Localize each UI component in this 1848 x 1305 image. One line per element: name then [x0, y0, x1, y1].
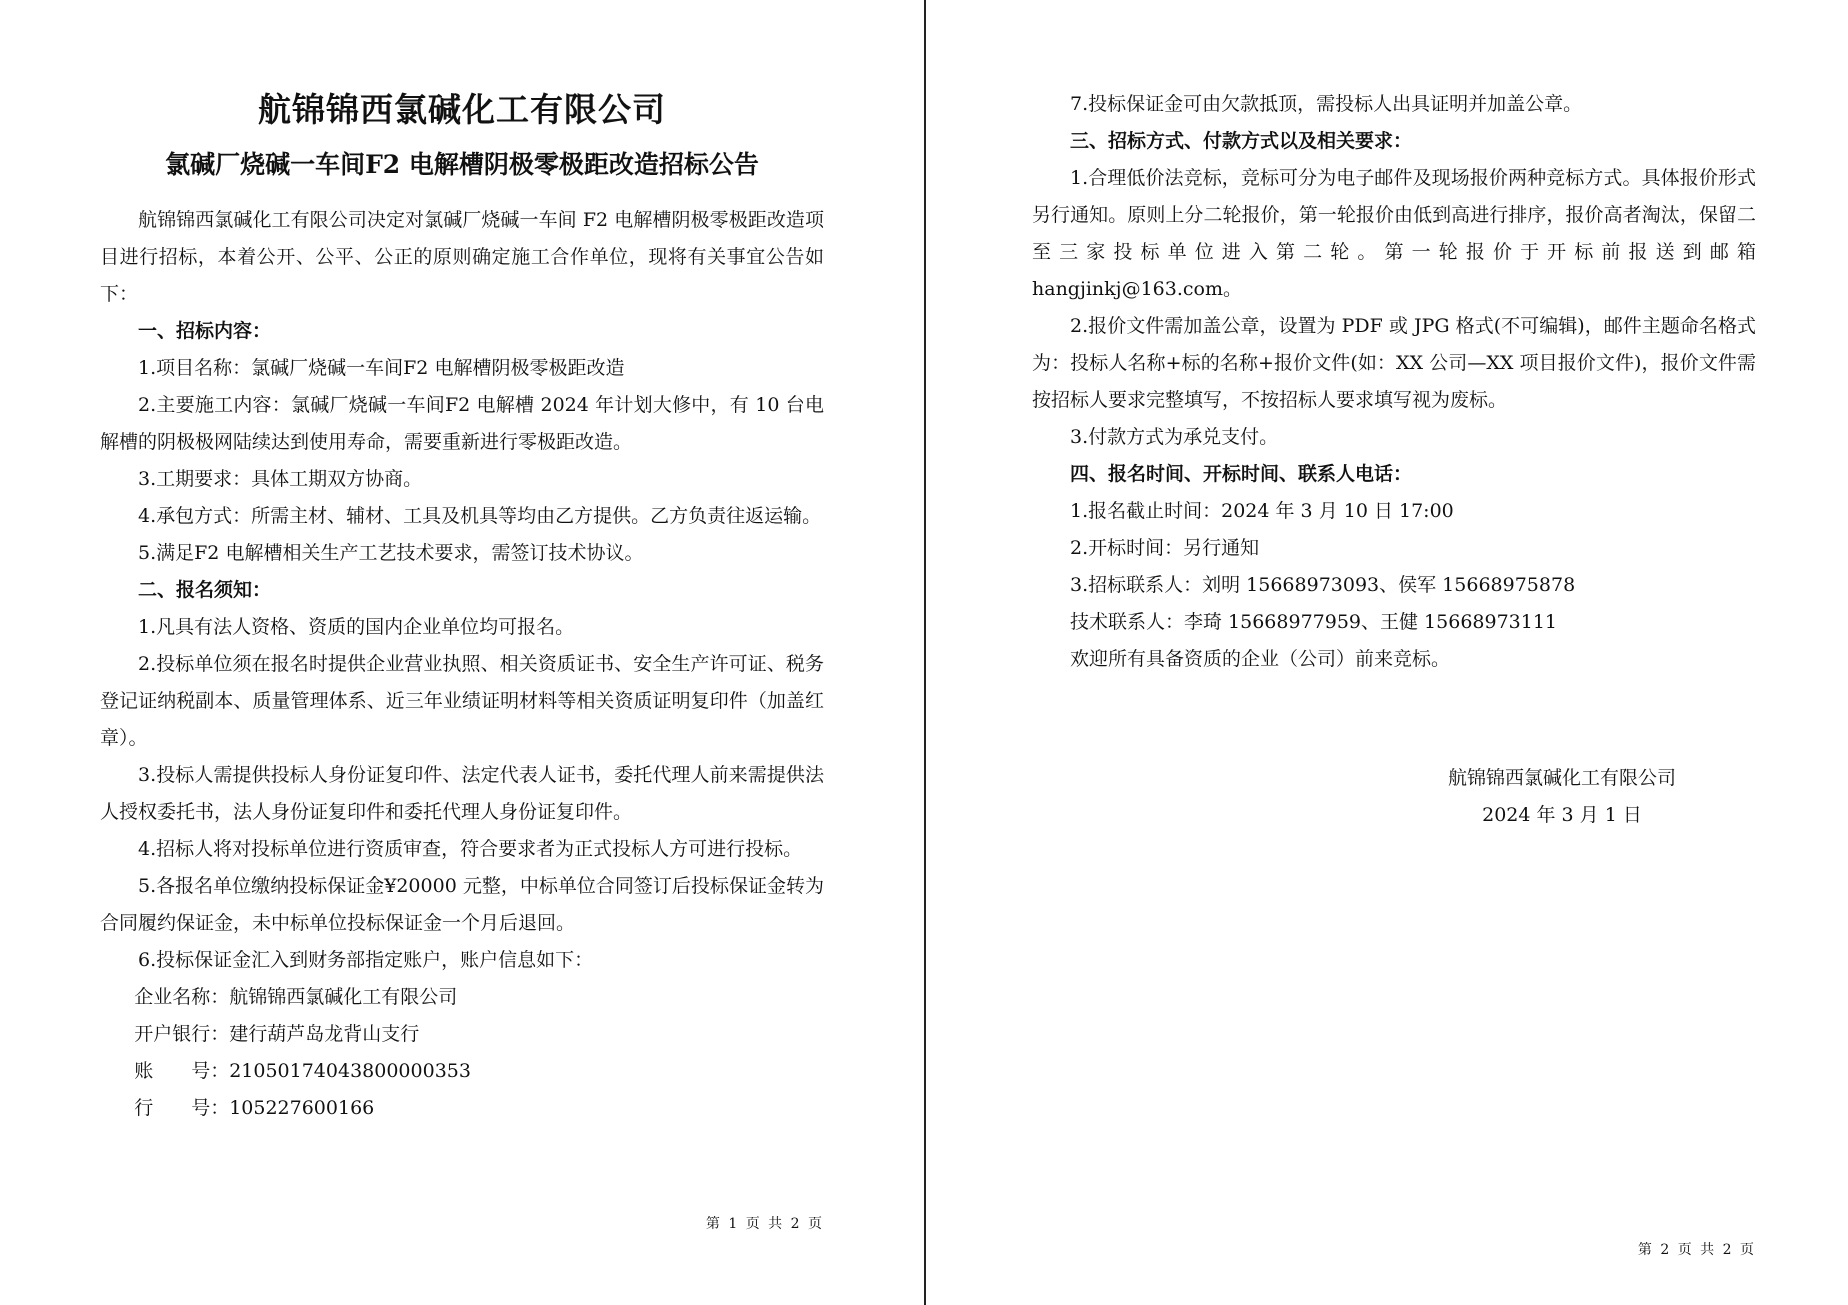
- list-item: 1.报名截止时间：2024 年 3 月 10 日 17:00: [1070, 500, 1454, 522]
- page-2: [1032, 0, 1756, 1305]
- list-item: 6.投标保证金汇入到财务部指定账户，账户信息如下：: [138, 949, 594, 971]
- list-item: 3.付款方式为承兑支付。: [1070, 426, 1279, 448]
- account-line: 开户银行：建行葫芦岛龙背山支行: [134, 1023, 420, 1045]
- document-subtitle: 氯碱厂烧碱一车间F2 电解槽阴极零极距改造招标公告: [165, 150, 759, 179]
- list-item: 2.投标单位须在报名时提供企业营业执照、相关资质证书、安全生产许可证、税务登记证纳税副本、质量管理体系、近三年业绩证明材料等相关资质证明复印件（加盖红章）。: [100, 653, 824, 749]
- section-heading: 四、报名时间、开标时间、联系人电话：: [1070, 463, 1413, 485]
- list-item: 7.投标保证金可由欠款抵顶，需投标人出具证明并加盖公章。: [1070, 93, 1583, 115]
- account-line: 行 号：105227600166: [134, 1097, 375, 1119]
- page-footer: 第 1 页 共 2 页: [705, 1216, 824, 1232]
- list-item: 1.项目名称：氯碱厂烧碱一车间F2 电解槽阴极零极距改造: [138, 357, 625, 379]
- page-divider: [924, 0, 926, 1305]
- list-item: 3.招标联系人：刘明 15668973093、侯军 15668975878: [1070, 574, 1576, 596]
- list-item: 5.满足F2 电解槽相关生产工艺技术要求，需签订技术协议。: [138, 542, 644, 564]
- signature-company: 航锦锦西氯碱化工有限公司: [1447, 767, 1676, 789]
- section-heading: 三、招标方式、付款方式以及相关要求：: [1070, 130, 1413, 152]
- signature-block: [1382, 760, 1742, 834]
- page-1-body: [100, 202, 824, 1127]
- page-1: [100, 0, 824, 1305]
- account-line: 企业名称：航锦锦西氯碱化工有限公司: [134, 986, 458, 1008]
- list-item: 欢迎所有具备资质的企业（公司）前来竞标。: [1070, 648, 1451, 670]
- list-item: 3.投标人需提供投标人身份证复印件、法定代表人证书，委托代理人前来需提供法人授权委托书，法人身份证复印件和委托代理人身份证复印件。: [100, 764, 824, 823]
- list-item: 4.招标人将对投标单位进行资质审查，符合要求者为正式投标人方可进行投标。: [138, 838, 803, 860]
- list-item: 5.各报名单位缴纳投标保证金¥20000 元整，中标单位合同签订后投标保证金转为合同履约保证金，未中标单位投标保证金一个月后退回。: [100, 875, 824, 934]
- list-item: 2.报价文件需加盖公章，设置为 PDF 或 JPG 格式(不可编辑)，邮件主题命名格式为：投标人名称+标的名称+报价文件(如：XX 公司—XX 项目报价文件)，报价文件需按招标人要求完整填写，不按招标人要求填写视为废标。: [1032, 315, 1756, 411]
- page-2-body: [1032, 86, 1756, 678]
- intro-paragraph: 航锦锦西氯碱化工有限公司决定对氯碱厂烧碱一车间 F2 电解槽阴极零极距改造项目进行招标，本着公开、公平、公正的原则确定施工合作单位，现将有关事宜公告如下：: [100, 209, 824, 305]
- document-title: 航锦锦西氯碱化工有限公司: [258, 90, 666, 129]
- list-item: 2.开标时间：另行通知: [1070, 537, 1260, 559]
- list-item: 4.承包方式：所需主材、辅材、工具及机具等均由乙方提供。乙方负责往返运输。: [138, 505, 822, 527]
- page-footer: 第 2 页 共 2 页: [1637, 1242, 1756, 1258]
- account-line: 账 号：21050174043800000353: [134, 1060, 471, 1082]
- list-item: 技术联系人：李琦 15668977959、王健 15668973111: [1070, 611, 1558, 633]
- section-heading: 一、招标内容：: [138, 320, 272, 342]
- list-item: 1.合理低价法竞标，竞标可分为电子邮件及现场报价两种竞标方式。具体报价形式另行通知。原则上分二轮报价，第一轮报价由低到高进行排序，报价高者淘汰，保留二至三家投标单位进入第二轮。第一轮报价于开标前报送到邮箱 hangjinkj@163.com。: [1032, 167, 1756, 300]
- section-heading: 二、报名须知：: [138, 579, 272, 601]
- list-item: 2.主要施工内容：氯碱厂烧碱一车间F2 电解槽 2024 年计划大修中，有 10 台电解槽的阴极极网陆续达到使用寿命，需要重新进行零极距改造。: [100, 394, 824, 453]
- list-item: 1.凡具有法人资格、资质的国内企业单位均可报名。: [138, 616, 575, 638]
- list-item: 3.工期要求：具体工期双方协商。: [138, 468, 423, 490]
- signature-date: 2024 年 3 月 1 日: [1482, 804, 1642, 826]
